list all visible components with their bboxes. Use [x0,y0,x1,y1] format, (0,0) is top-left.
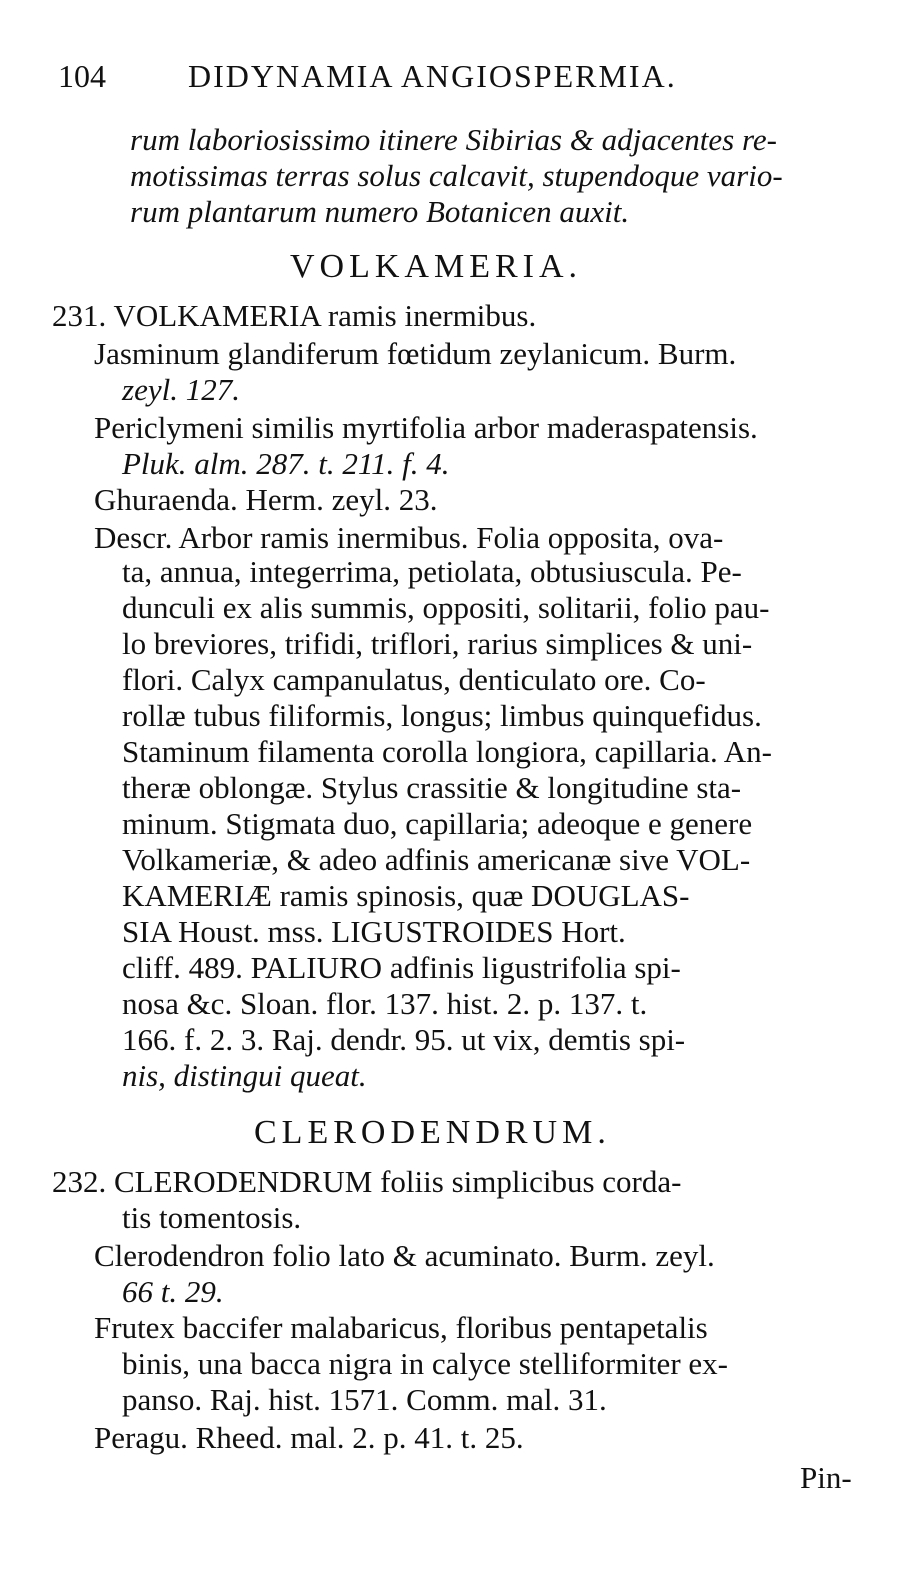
description-line: nosa &c. Sloan. flor. 137. hist. 2. p. 137. t. [122,986,648,1021]
synonym-line: Clerodendron folio lato & acuminato. Burm. zeyl. [94,1238,715,1273]
description-line: minum. Stigmata duo, capillaria; adeoque e genere [122,806,753,841]
description-line: lo breviores, trifidi, triflori, rarius simplices & uni- [122,626,753,661]
description-line: 166. f. 2. 3. Raj. dendr. 95. ut vix, demtis spi- [122,1022,686,1057]
description-line: Descr. Arbor ramis inermibus. Folia opposita, ova- [94,520,724,555]
synonym-line: Pluk. alm. 287. t. 211. f. 4. [122,446,450,481]
description-line: Volkameriæ, & adeo adfinis americanæ sive VOL- [122,842,751,877]
text-line: rum laboriosissimo itinere Sibirias & adjacentes re- [130,122,777,157]
entry-heading: 231. VOLKAMERIA ramis inermibus. [52,298,537,333]
synonym-line: binis, una bacca nigra in calyce stelliformiter ex- [122,1346,728,1381]
synonym-line: panso. Raj. hist. 1571. Comm. mal. 31. [122,1382,607,1417]
description-line: nis, distingui queat. [122,1058,367,1093]
description-line: SIA Houst. mss. LIGUSTROIDES Hort. [122,914,626,949]
entry-heading: 232. CLERODENDRUM foliis simplicibus corda- [52,1164,682,1199]
synonym-line: Periclymeni similis myrtifolia arbor maderaspatensis. [94,410,758,445]
entry-heading-continued: tis tomentosis. [122,1200,302,1235]
description-line: KAMERIÆ ramis spinosis, quæ DOUGLAS- [122,878,690,913]
text-line: motissimas terras solus calcavit, stupendoque vario- [130,158,783,193]
synonym-line: Peragu. Rheed. mal. 2. p. 41. t. 25. [94,1420,524,1455]
description-line: Staminum filamenta corolla longiora, capillaria. An- [122,734,772,769]
synonym-line: Frutex baccifer malabaricus, floribus pentapetalis [94,1310,708,1345]
section-heading-volkameria: VOLKAMERIA. [290,248,583,285]
section-heading-clerodendrum: CLERODENDRUM. [254,1114,611,1151]
running-title: DIDYNAMIA ANGIOSPERMIA. [188,58,677,94]
synonym-line: Jasminum glandiferum fœtidum zeylanicum. Burm. [94,336,737,371]
synonym-line: zeyl. 127. [122,372,240,407]
catchword: Pin- [800,1460,852,1495]
synonym-line: Ghuraenda. Herm. zeyl. 23. [94,482,438,517]
synonym-line: 66 t. 29. [122,1274,224,1309]
description-line: theræ oblongæ. Stylus crassitie & longitudine sta- [122,770,742,805]
description-line: flori. Calyx campanulatus, denticulato ore. Co- [122,662,706,697]
text-line: rum plantarum numero Botanicen auxit. [130,194,630,229]
description-line: rollæ tubus filiformis, longus; limbus quinquefidus. [122,698,762,733]
description-line: ta, annua, integerrima, petiolata, obtusiuscula. Pe- [122,554,742,589]
page-number: 104 [58,58,106,94]
description-line: cliff. 489. PALIURO adfinis ligustrifolia spi- [122,950,681,985]
description-line: dunculi ex alis summis, oppositi, solitarii, folio pau- [122,590,770,625]
